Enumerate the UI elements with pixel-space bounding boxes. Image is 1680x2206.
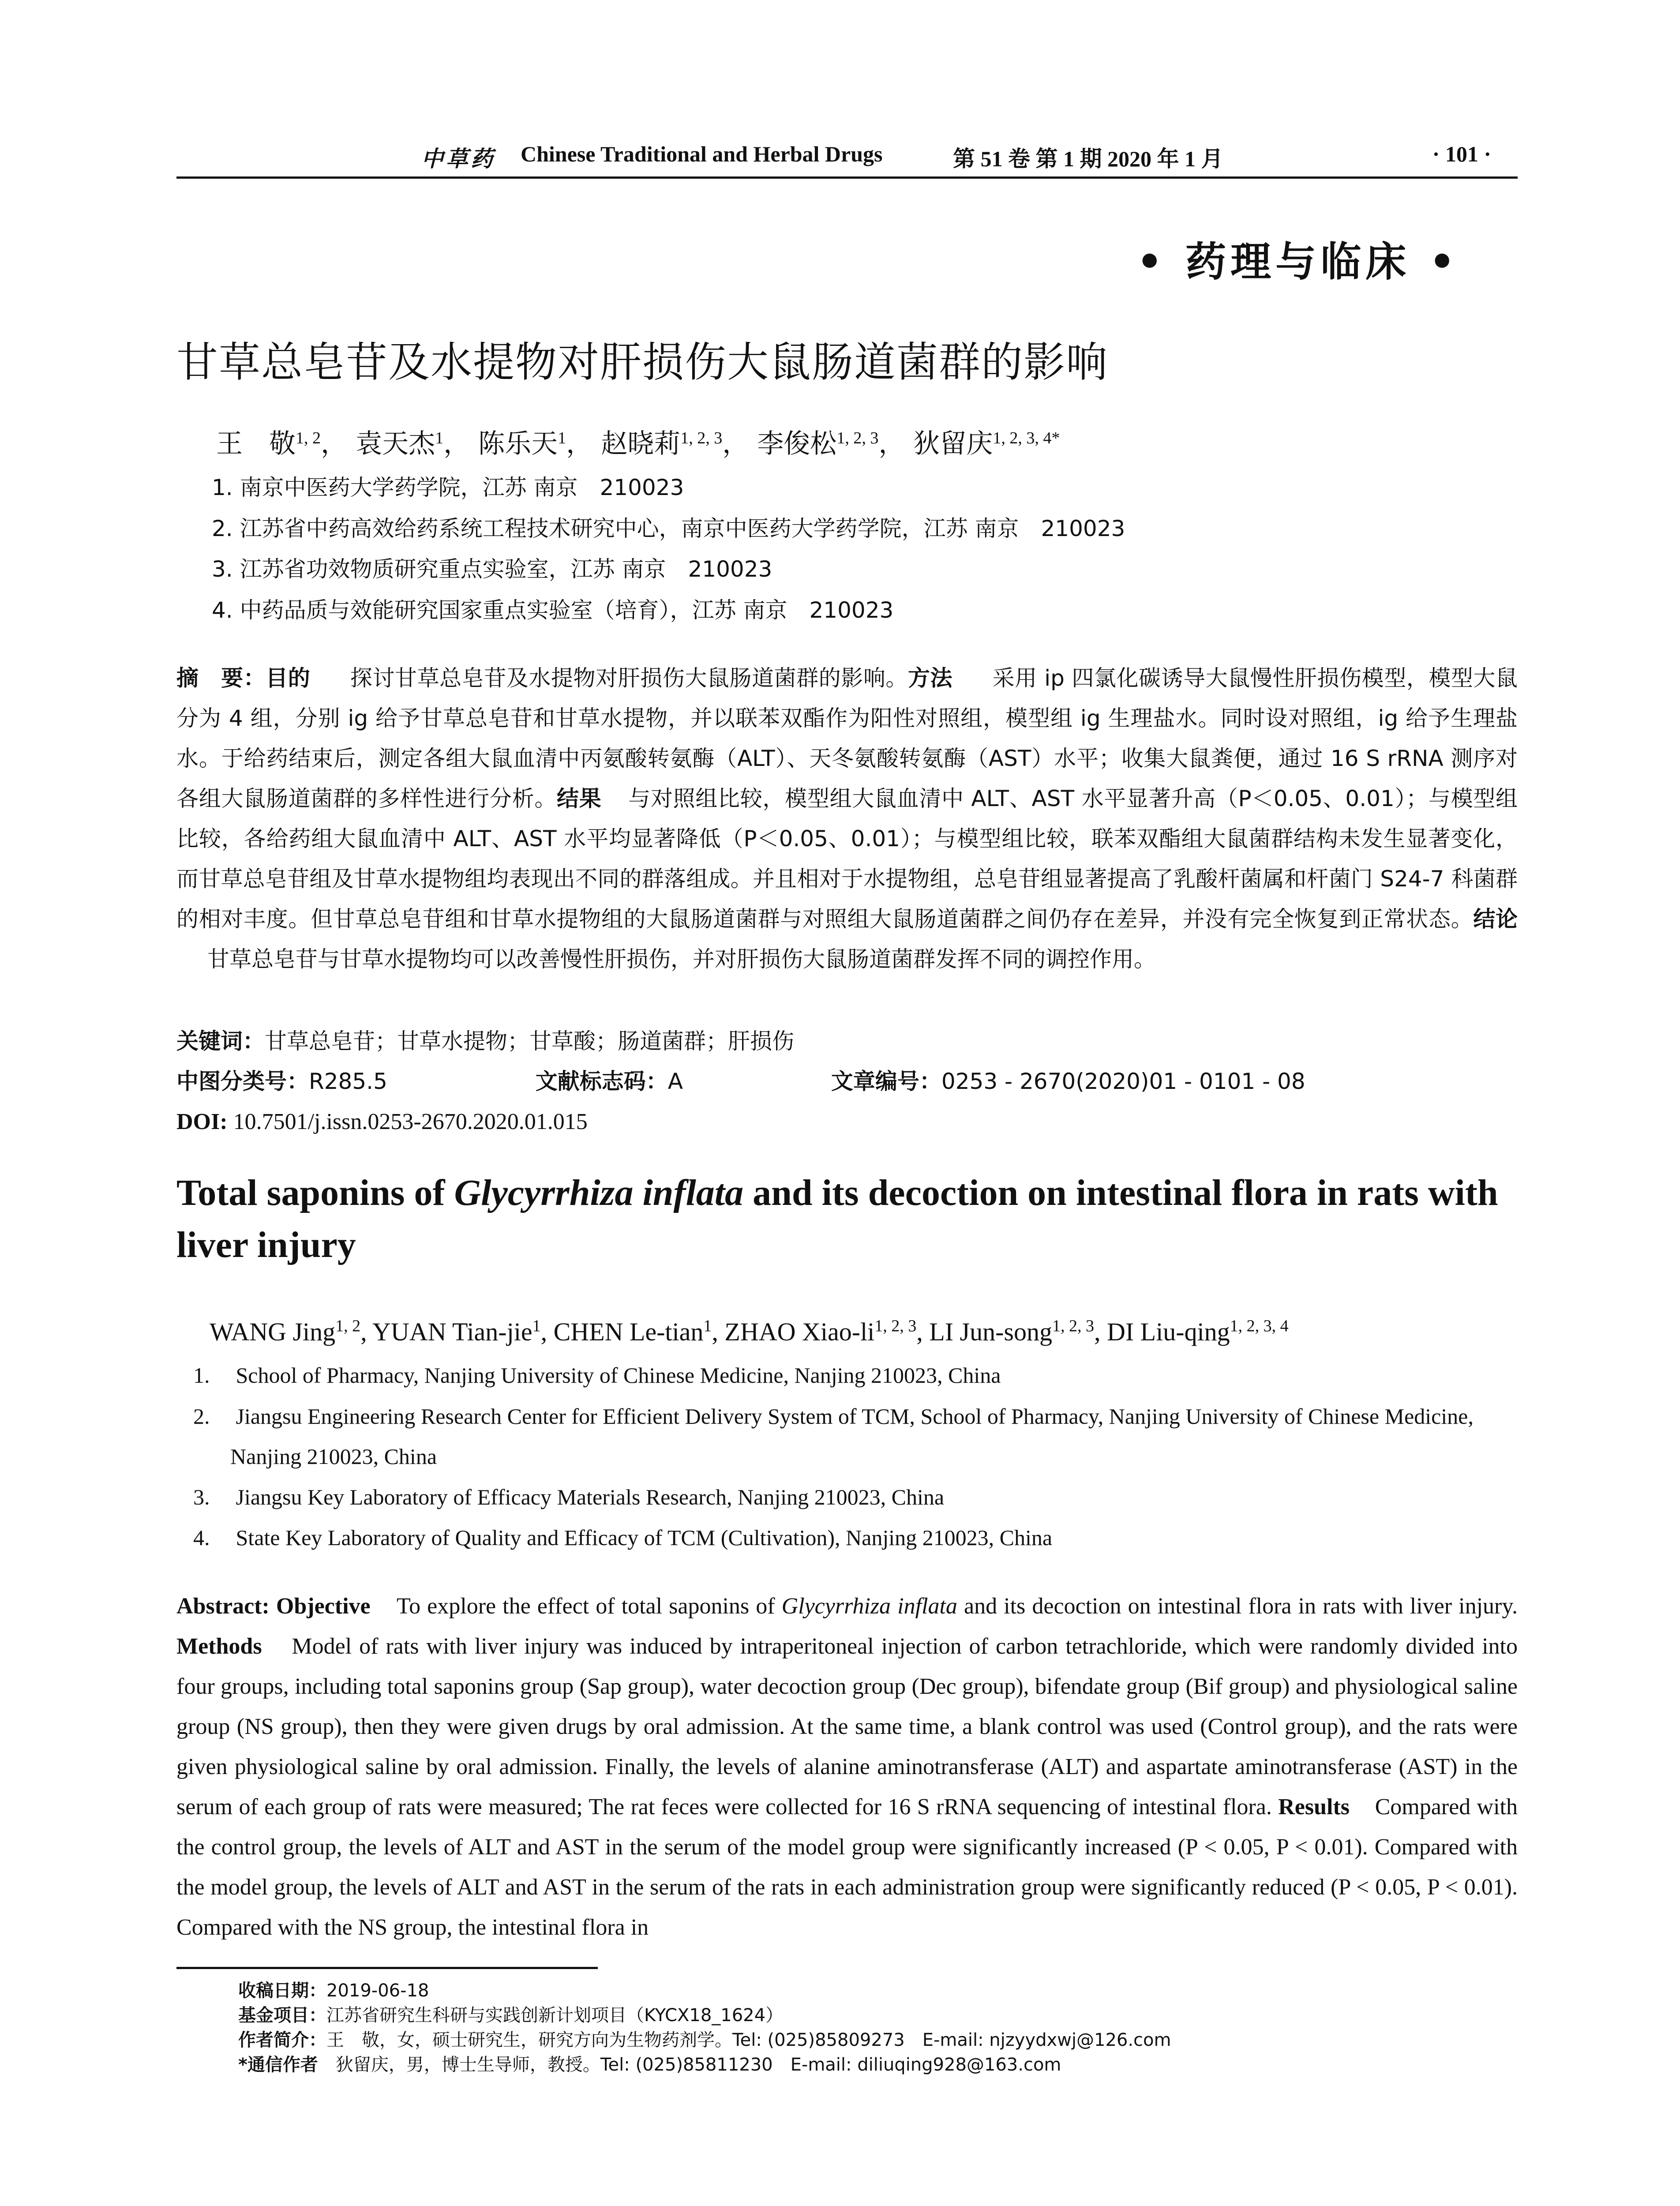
author-en: CHEN Le-tian: [553, 1317, 704, 1346]
methods-text: 采用 ip 四氯化碳诱导大鼠慢性肝损伤模型，模型大鼠分为 4 组，分别 ig 给予甘草总皂苷和甘草水提物，并以联苯双酯作为阳性对照组，模型组 ig 生理盐水。同时设对照组，ig 给予生理盐水。于给药结束后，测定各组大鼠血清中丙氨酸转氨酶（ALT）、天冬氨酸转氨酶（AST）水平；收集大鼠粪便，通过 16 S rRNA 测序对各组大鼠肠道菌群的多样性进行分析。: [176, 665, 1518, 811]
footnote-text: 狄留庆，男，博士生导师，教授。Tel: (025)85811230 E-mail: diliuqing928@163.com: [318, 2055, 1061, 2075]
methods-en-label: Methods: [176, 1634, 262, 1659]
author-sup: 1, 2, 3, 4*: [993, 429, 1060, 447]
abstract-en-label: Abstract:: [176, 1594, 270, 1619]
author-en: WANG Jing: [210, 1317, 336, 1346]
author-sup: 1: [532, 1317, 541, 1336]
objective-label: 目的: [266, 665, 311, 691]
author-sup: 1, 2, 3: [874, 1317, 917, 1336]
article-item: [831, 1069, 1376, 1094]
title-en: [176, 1167, 1518, 1271]
author-cn: 赵晓莉: [601, 428, 681, 459]
author-en: ZHAO Xiao-li: [724, 1317, 875, 1346]
affiliation-en: [193, 1396, 1536, 1477]
doc-item: [536, 1069, 754, 1094]
abstract-cn: [176, 658, 1518, 979]
title-cn: 甘草总皂苷及水提物对肝损伤大鼠肠道菌群的影响: [176, 338, 1109, 386]
clc-value: R285.5: [309, 1069, 387, 1094]
objective-en-text: and its decoction on intestinal flora in rats with liver injury.: [957, 1594, 1518, 1619]
footnote-label: 收稿日期：: [238, 1981, 326, 2001]
footnote-text: 王 敬，女，硕士研究生，研究方向为生物药剂学。Tel: (025)85809273 E-mail: njzyydxwj@126.com: [326, 2030, 1171, 2050]
affiliation-text: School of Pharmacy, Nanjing University of Chinese Medicine, Nanjing 210023, China: [236, 1363, 1001, 1388]
author-sup: 1, 2, 3, 4: [1230, 1317, 1289, 1336]
footnote-label: 作者简介：: [238, 2030, 326, 2050]
header-rule: [176, 176, 1518, 179]
title-en-part: and its decoction on intestinal flora in rats with liver injury: [176, 1172, 1498, 1265]
page-number: · 101 ·: [1432, 142, 1491, 166]
abstract-label: 摘 要：: [176, 665, 266, 691]
author-sup: 1, 2: [296, 429, 321, 447]
running-header: [176, 141, 1500, 185]
affiliation-text: Jiangsu Engineering Research Center for Efficient Delivery System of TCM, School of Pharmacy, Nanjing University of Chinese Medicine, Nanjing 210023, China: [230, 1404, 1474, 1469]
results-text: 与对照组比较，模型组大鼠血清中 ALT、AST 水平显著升高（P＜0.05、0.01）；与模型组比较，各给药组大鼠血清中 ALT、AST 水平均显著降低（P＜0.05、0.01）；与模型组比较，联苯双酯组大鼠菌群结构未发生显著变化，而甘草总皂苷组及甘草水提物组均表现出不同的群落组成。并且相对于水提物组，总皂苷组显著提高了乳酸杆菌属和杆菌门 S24-7 科菌群的相对丰度。但甘草总皂苷组和甘草水提物组的大鼠肠道菌群与对照组大鼠肠道菌群之间仍存在差异，并没有完全恢复到正常状态。: [176, 786, 1518, 932]
footnote-rule: [176, 1967, 598, 1969]
section-tag: • 药理与临床 •: [1136, 238, 1459, 285]
affiliation-cn: 1. 南京中医药大学药学院，江苏 南京 210023: [212, 475, 684, 500]
author-cn: 王 敬: [216, 428, 296, 459]
article-no-value: 0253 - 2670(2020)01 - 0101 - 08: [941, 1069, 1305, 1094]
authors-cn: 王 敬$^{1, 2}$， 袁天杰$^1$， 陈乐天$^1$， 赵晓莉$^{1, 2, 3}$， 李俊松$^{1, 2, 3}$， 狄留庆$^{1, 2, 3, 4*}$: [216, 428, 1060, 459]
title-en-species: Glycyrrhiza inflata: [454, 1172, 744, 1213]
authors-en: WANG Jing$^{1, 2}$, YUAN Tian-jie$^1$, CHEN Le-tian$^1$, ZHAO Xiao-li$^{1, 2, 3}$, LI Jun-song$^{1, 2, 3}$, DI Liu-qing$^{1, 2, 3, 4}$: [210, 1317, 1289, 1346]
clc-label: 中图分类号：: [176, 1069, 309, 1094]
objective-en-text: To explore the effect of total saponins of: [396, 1594, 782, 1619]
keywords-text: 甘草总皂苷；甘草水提物；甘草酸；肠道菌群；肝损伤: [265, 1028, 794, 1054]
footnote-text: 2019-06-18: [326, 1981, 429, 2001]
affiliation-cn: 4. 中药品质与效能研究国家重点实验室（培育），江苏 南京 210023: [212, 597, 894, 623]
author-cn: 袁天杰: [356, 428, 435, 459]
affiliation-number: 2.: [193, 1404, 210, 1429]
affiliation-text: State Key Laboratory of Quality and Efficacy of TCM (Cultivation), Nanjing 210023, China: [236, 1525, 1053, 1550]
objective-en-species: Glycyrrhiza inflata: [781, 1594, 957, 1619]
objective-en-label: Objective: [276, 1594, 371, 1619]
affiliation-cn: 3. 江苏省功效物质研究重点实验室，江苏 南京 210023: [212, 556, 772, 582]
article-no-label: 文章编号：: [831, 1069, 941, 1094]
clc-item: [176, 1069, 458, 1094]
affiliation-en: [193, 1477, 1536, 1517]
methods-label: 方法: [908, 665, 953, 691]
abstract-en: [176, 1586, 1518, 1947]
footnote-corresponding: [238, 2051, 1061, 2076]
footnote-label: 基金项目：: [238, 2005, 326, 2026]
conclusion-text: 甘草总皂苷与甘草水提物均可以改善慢性肝损伤，并对肝损伤大鼠肠道菌群发挥不同的调控作用。: [207, 946, 1156, 972]
results-en-label: Results: [1278, 1794, 1350, 1820]
affiliation-text: Jiangsu Key Laboratory of Efficacy Materials Research, Nanjing 210023, China: [236, 1485, 945, 1509]
classification-row: [176, 1062, 1518, 1102]
keywords-label: 关键词：: [176, 1028, 265, 1054]
journal-name-en: Chinese Traditional and Herbal Drugs: [521, 142, 883, 166]
doi-line: [176, 1102, 1518, 1142]
issue-info: 第 51 卷 第 1 期 2020 年 1 月: [953, 146, 1223, 171]
results-label: 结果: [557, 786, 602, 811]
footnote-label: *通信作者: [238, 2055, 318, 2075]
results-en-text: Compared with the control group, the levels of ALT and AST in the serum of the model group were significantly increased (P < 0.05, P < 0.01). Compared with the model group, the levels of ALT and AST in the serum of the rats in each administration group were significantly reduced (P < 0.05, P < 0.01). Compared with the NS group, the intestinal flora in: [176, 1794, 1518, 1940]
affiliation-en: [193, 1518, 1536, 1558]
author-sup: 1, 2, 3: [836, 429, 879, 447]
author-sup: 1: [703, 1317, 712, 1336]
author-sup: 1, 2, 3: [1052, 1317, 1094, 1336]
author-sup: 1, 2: [335, 1317, 361, 1336]
author-sup: 1: [558, 429, 566, 447]
affiliation-number: 1.: [193, 1363, 210, 1388]
doc-code-value: A: [668, 1069, 683, 1094]
footnote-author-bio: [238, 2026, 1171, 2051]
keywords-cn: [176, 1021, 1518, 1062]
doi-label: DOI:: [176, 1109, 228, 1134]
author-cn: 陈乐天: [478, 428, 558, 459]
methods-en-text: Model of rats with liver injury was induced by intraperitoneal injection of carbon tetrachloride, which were randomly divided into four groups, including total saponins group (Sap group), water decoction group (Dec group), bifendate group (Bif group) and physiological saline group (NS group), then they were given drugs by oral admission. At the same time, a blank control was used (Control group), and the rats were given physiological saline by oral admission. Finally, the levels of alanine aminotransferase (ALT) and aspartate aminotransferase (AST) in the serum of each group of rats were measured; The rat feces were collected for 16 S rRNA sequencing of intestinal flora.: [176, 1634, 1518, 1820]
author-en: DI Liu-qing: [1106, 1317, 1230, 1346]
author-sup: 1, 2, 3: [680, 429, 723, 447]
footnote-fund: [238, 2001, 783, 2026]
journal-name-cn: 中草药: [421, 146, 495, 171]
author-sup: 1: [435, 429, 444, 447]
footnote-received: [238, 1977, 429, 2002]
objective-text: 探讨甘草总皂苷及水提物对肝损伤大鼠肠道菌群的影响。: [350, 665, 908, 691]
author-cn: 狄留庆: [913, 428, 993, 459]
doc-code-label: 文献标志码：: [535, 1069, 668, 1094]
affiliation-en: [193, 1355, 1536, 1396]
author-en: LI Jun-song: [929, 1317, 1052, 1346]
title-en-part: Total saponins of: [176, 1172, 454, 1213]
footnote-text: 江苏省研究生科研与实践创新计划项目（KYCX18_1624）: [326, 2005, 784, 2026]
affiliation-number: 3.: [193, 1485, 210, 1509]
author-en: YUAN Tian-jie: [372, 1317, 532, 1346]
conclusion-label: 结论: [1473, 906, 1518, 932]
affiliation-number: 4.: [193, 1525, 210, 1550]
author-cn: 李俊松: [757, 428, 837, 459]
affiliation-cn: 2. 江苏省中药高效给药系统工程技术研究中心，南京中医药大学药学院，江苏 南京 210023: [212, 516, 1125, 541]
doi-value[interactable]: 10.7501/j.issn.0253-2670.2020.01.015: [233, 1109, 588, 1134]
